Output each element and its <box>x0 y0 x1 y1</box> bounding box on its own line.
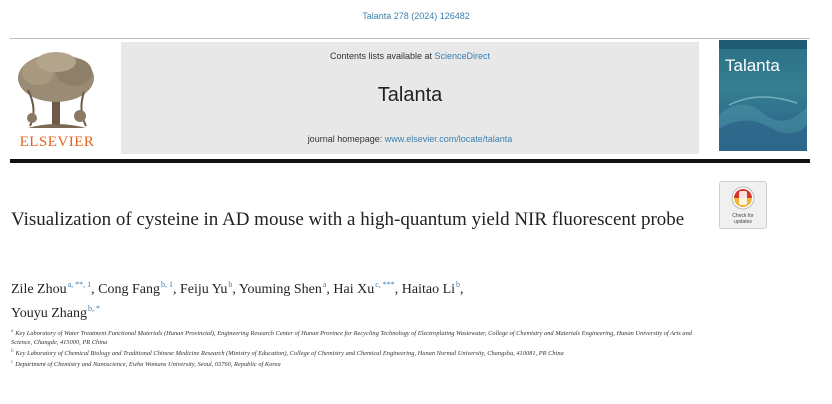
journal-citation[interactable]: Talanta 278 (2024) 126482 <box>362 11 470 21</box>
author-affiliation-mark[interactable]: b, * <box>87 304 100 313</box>
author-affiliation-mark[interactable]: c, *** <box>375 280 395 289</box>
author-name[interactable]: Youyu Zhang <box>11 306 87 321</box>
cover-graphic <box>719 85 807 151</box>
affiliation-item <box>11 347 711 358</box>
journal-homepage-line <box>121 134 699 144</box>
affiliation-item <box>11 358 711 369</box>
journal-homepage-link[interactable]: www.elsevier.com/locate/talanta <box>384 134 513 144</box>
affiliation-text: Department of Chemistry and Nanoscience, Ewha Womans University, Seoul, 03760, Republic of Korea <box>15 361 281 368</box>
author-name[interactable]: Haitao Li <box>401 282 456 297</box>
journal-name: Talanta <box>377 84 443 106</box>
author-name[interactable]: Hai Xu <box>333 282 375 297</box>
affiliation-text: Key Laboratory of Chemical Biology and Traditional Chinese Medicine Research (Ministry of Education), College of Chemistry and Chemical Engineering, Hunan Normal University, Changsha, 410081, PR China <box>15 350 564 357</box>
affiliation-mark: a <box>11 329 14 334</box>
author-separator: , <box>326 282 334 297</box>
elsevier-wordmark: ELSEVIER <box>19 134 95 150</box>
contents-available-line <box>121 51 699 61</box>
masthead-bottom-rule <box>10 159 810 163</box>
elsevier-logo[interactable] <box>8 50 106 152</box>
journal-cover-image[interactable] <box>719 40 807 151</box>
affiliation-mark: c <box>11 360 14 365</box>
author-affiliation-mark[interactable]: a <box>322 280 327 289</box>
journal-masthead <box>121 42 699 154</box>
crossmark-icon <box>720 182 766 214</box>
author-affiliation-mark[interactable]: a, **, 1 <box>67 280 92 289</box>
affiliation-text: Key Laboratory of Water Treatment Functional Materials (Hunan Provincial), Engineering Research Center of Hunan Province for Recycling Technology of Electroplating Wastewater, College of Chemistry and Materials Engineering, Hunan University of Arts and Science, Changde, 415000, PR China <box>11 330 692 346</box>
check-label-line2: updates <box>734 219 752 225</box>
affiliation-mark: b <box>11 349 14 354</box>
check-for-updates-button[interactable] <box>719 181 767 229</box>
author-separator: , <box>394 282 402 297</box>
elsevier-tree-icon <box>8 50 106 132</box>
author-separator: , <box>91 282 99 297</box>
sciencedirect-link[interactable]: ScienceDirect <box>434 51 491 61</box>
author-name[interactable]: Zile Zhou <box>11 282 67 297</box>
check-label-line1: Check for <box>732 213 754 219</box>
author-separator: , <box>232 282 239 297</box>
check-for-updates-label <box>720 213 766 225</box>
homepage-prefix: journal homepage: <box>307 134 385 144</box>
affiliation-list <box>11 327 711 369</box>
article-title: Visualization of cysteine in AD mouse with a high-quantum yield NIR fluorescent probe <box>11 209 685 230</box>
author-affiliation-mark[interactable]: b, 1 <box>161 280 174 289</box>
author-separator: , <box>460 282 464 297</box>
cover-top-band <box>719 40 807 49</box>
cover-title: Talanta <box>725 56 780 75</box>
author-name[interactable]: Feiju Yu <box>180 282 228 297</box>
author-name[interactable]: Youming Shen <box>238 282 322 297</box>
author-separator: , <box>173 282 181 297</box>
author-affiliation-mark[interactable]: b <box>456 280 461 289</box>
affiliation-item <box>11 327 711 347</box>
author-affiliation-mark[interactable]: b <box>228 280 233 289</box>
contents-prefix: Contents lists available at <box>329 51 435 61</box>
author-name[interactable]: Cong Fang <box>98 282 161 297</box>
header-divider <box>10 38 810 39</box>
author-list <box>11 275 701 323</box>
